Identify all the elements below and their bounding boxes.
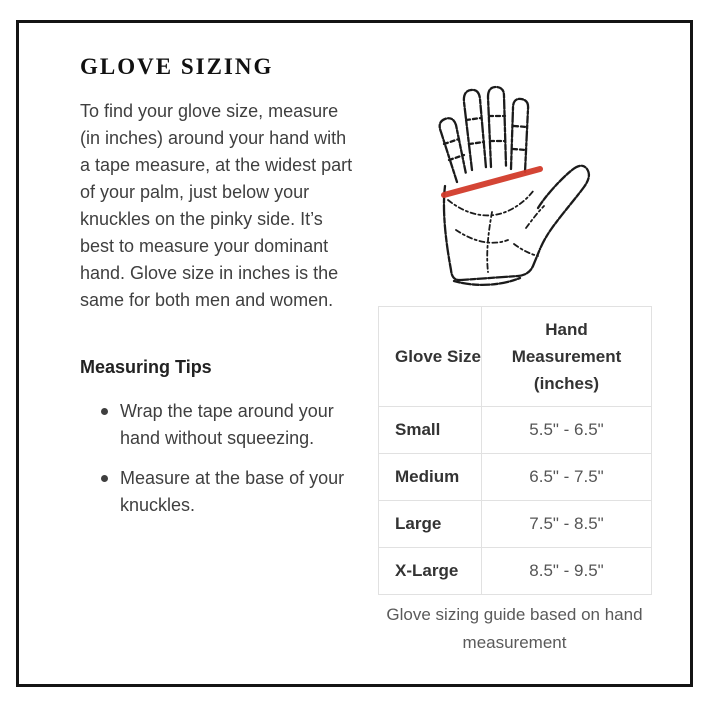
header-glove-size: Glove Size [379,307,482,407]
glove-sizing-table [378,306,652,595]
index-finger [511,99,528,172]
hand-illustration [430,78,620,293]
tip-item [83,465,351,519]
bullet-icon [101,408,108,415]
ring-finger [464,90,486,170]
size-cell: Small [379,407,482,454]
tip-text: Wrap the tape around your hand without squeezing. [120,401,334,448]
page-title: GLOVE SIZING [80,54,274,79]
range-cell: 6.5" - 7.5" [482,454,652,501]
thumb [538,166,589,249]
table-row [379,454,652,501]
hand-sketch-svg [430,78,620,293]
measuring-tips-list [83,398,351,532]
tip-item [83,398,351,452]
middle-finger [488,87,506,167]
red-measure-line [444,169,540,195]
table-row [379,548,652,595]
table-row [379,407,652,454]
size-cell: Medium [379,454,482,501]
tip-text: Measure at the base of your knuckles. [120,468,345,515]
intro-paragraph: To find your glove size, measure (in inches) around your hand with a tape measure, at the widest part of your palm, just below your knuckles on the pinky side. It’s best to measure your dominant hand. Glove size in inches is the same for both men and women. [80,101,353,310]
range-cell: 7.5" - 8.5" [482,501,652,548]
size-cell: X-Large [379,548,482,595]
palm-outline [444,186,540,280]
measuring-tips-heading: Measuring Tips [80,357,212,377]
header-hand-measurement: Hand Measurement (inches) [482,307,652,407]
size-cell: Large [379,501,482,548]
table-caption: Glove sizing guide based on hand measurement [386,605,643,652]
table-header-row [379,307,652,407]
range-cell: 8.5" - 9.5" [482,548,652,595]
table-row [379,501,652,548]
pinky-finger [440,118,466,182]
bullet-icon [101,475,108,482]
range-cell: 5.5" - 6.5" [482,407,652,454]
